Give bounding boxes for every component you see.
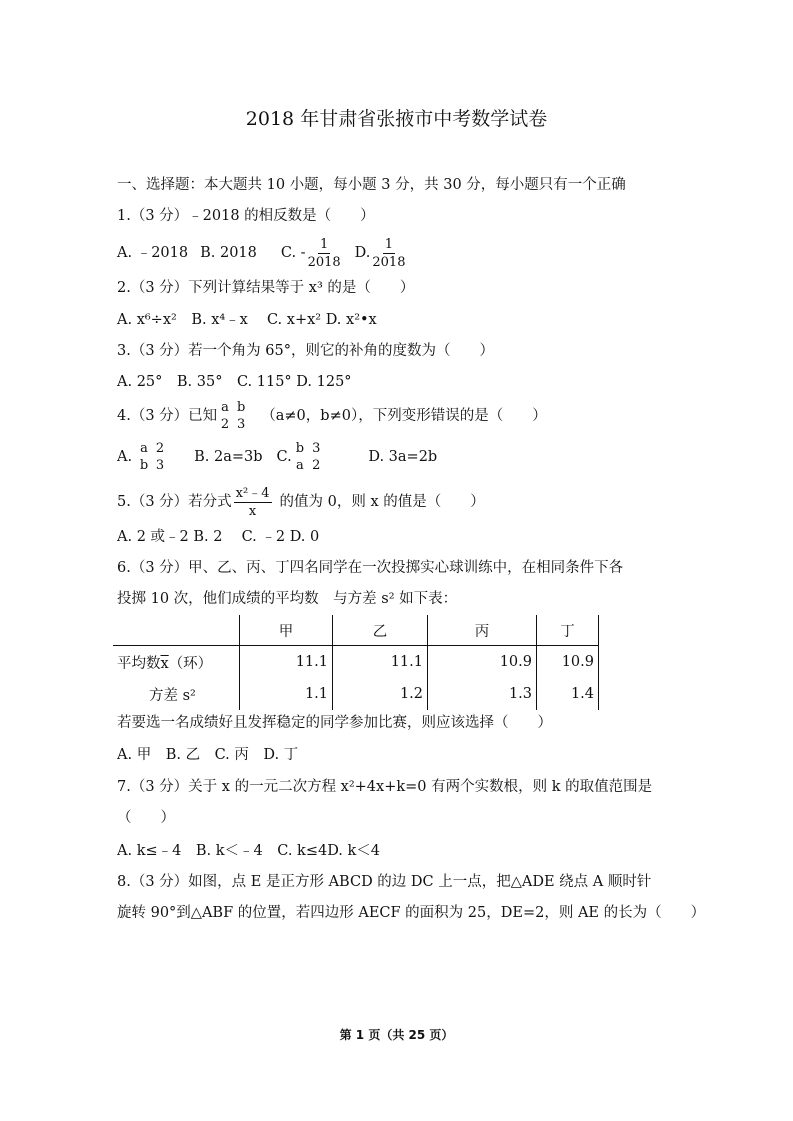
q5-stem-post: 的值为 0，则 x 的值是（ ） <box>279 494 485 510</box>
question-4-stem <box>117 398 547 434</box>
q4-stem-pre: 4.（3 分）已知 <box>117 408 218 424</box>
q4-stem-post: （a≠0，b≠0），下列变形错误的是（ ） <box>261 408 547 424</box>
table-header-cell: 丁 <box>537 615 599 646</box>
table-row-label: 平均数$\overline{x}$（环） <box>113 646 240 679</box>
table-cell: 1.1 <box>240 678 333 710</box>
question-6-stem-line1: 6.（3 分）甲、乙、丙、丁四名同学在一次投掷实心球训练中，在相同条件下各 <box>117 560 624 576</box>
q4-option-c-frac1: b a <box>295 441 305 473</box>
question-5-options: A. 2 或﹣2 B. 2 C. ﹣2 D. 0 <box>117 529 320 545</box>
question-3-options: A. 25° B. 35° C. 115° D. 125° <box>117 374 352 390</box>
table-row-label: 方差 s² <box>113 678 240 710</box>
section-heading: 一、选择题：本大题共 10 小题，每小题 3 分，共 30 分，每小题只有一个正确 <box>117 177 626 193</box>
question-1-stem: 1.（3 分）﹣2018 的相反数是（ ） <box>117 208 375 224</box>
table-row <box>113 646 599 679</box>
question-5-stem <box>117 482 485 522</box>
q1-option-a: A. ﹣2018 <box>117 245 189 261</box>
q4-option-a-frac2: 2 3 <box>155 441 165 473</box>
q5-fraction: $\frac{\text{x²﹣4}}{x}$ <box>235 485 270 519</box>
question-3-stem: 3.（3 分）若一个角为 65°，则它的补角的度数为（ ） <box>117 343 494 359</box>
q4-fraction-b: b 3 <box>236 400 246 432</box>
table-header-cell <box>113 615 240 646</box>
q4-option-c: C. <box>276 449 292 465</box>
q4-option-b: B. 2a=3b <box>194 449 263 465</box>
question-2-options: A. x⁶÷x² B. x⁴﹣x C. x+x² D. x²•x <box>117 312 377 328</box>
question-2-stem: 2.（3 分）下列计算结果等于 x³ 的是（ ） <box>117 280 415 296</box>
question-7-stem-line2: （ ） <box>117 810 175 826</box>
q4-option-a-frac1: a b <box>139 441 149 473</box>
table-cell: 11.1 <box>333 646 428 679</box>
table-cell: 11.1 <box>240 646 333 679</box>
table-row <box>113 678 599 710</box>
q4-option-c-frac2: 3 2 <box>312 441 321 473</box>
table-header-row <box>113 615 599 646</box>
table-header-cell: 甲 <box>240 615 333 646</box>
q5-stem-pre: 5.（3 分）若分式 <box>117 494 232 510</box>
q1-option-d: D. <box>354 245 371 261</box>
table-cell: 10.9 <box>537 646 599 679</box>
q1-option-c: C. - <box>280 245 306 261</box>
page-title: 2018 年甘肃省张掖市中考数学试卷 <box>245 108 548 130</box>
table-cell: 10.9 <box>428 646 537 679</box>
question-6-options: A. 甲 B. 乙 C. 丙 D. 丁 <box>117 747 299 763</box>
question-1-options <box>117 236 407 270</box>
q4-fraction-a: a 2 <box>220 400 230 432</box>
question-6-question: 若要选一名成绩好且发挥稳定的同学参加比赛，则应该选择（ ） <box>117 715 552 731</box>
question-8-stem-line1: 8.（3 分）如图，点 E 是正方形 ABCD 的边 DC 上一点，把△ADE 绕点 A 顺时针 <box>117 874 652 890</box>
score-table <box>113 615 599 710</box>
q4-option-d: D. 3a=2b <box>368 449 438 465</box>
table-header-cell: 乙 <box>333 615 428 646</box>
question-8-stem-line2: 旋转 90°到△ABF 的位置，若四边形 AECF 的面积为 25，DE=2，则 AE 的长为（ ） <box>117 905 706 921</box>
q1-option-c-fraction: $\frac{1}{2018}$ <box>307 236 341 270</box>
table-cell: 1.3 <box>428 678 537 710</box>
question-4-options <box>117 439 437 475</box>
page-footer: 第 1 页（共 25 页） <box>339 1028 454 1042</box>
question-7-stem-line1: 7.（3 分）关于 x 的一元二次方程 x²+4x+k=0 有两个实数根，则 k 的取值范围是 <box>117 779 653 795</box>
table-cell: 1.4 <box>537 678 599 710</box>
q1-option-d-fraction: $\frac{1}{2018}$ <box>372 236 406 270</box>
question-6-stem-line2: 投掷 10 次，他们成绩的平均数 与方差 s² 如下表： <box>117 591 458 607</box>
question-7-options: A. k≤﹣4 B. k＜﹣4 C. k≤4D. k＜4 <box>117 843 381 859</box>
table-header-cell: 丙 <box>428 615 537 646</box>
table-cell: 1.2 <box>333 678 428 710</box>
q1-option-b: B. 2018 <box>200 245 257 261</box>
q4-option-a: A. <box>117 449 133 465</box>
